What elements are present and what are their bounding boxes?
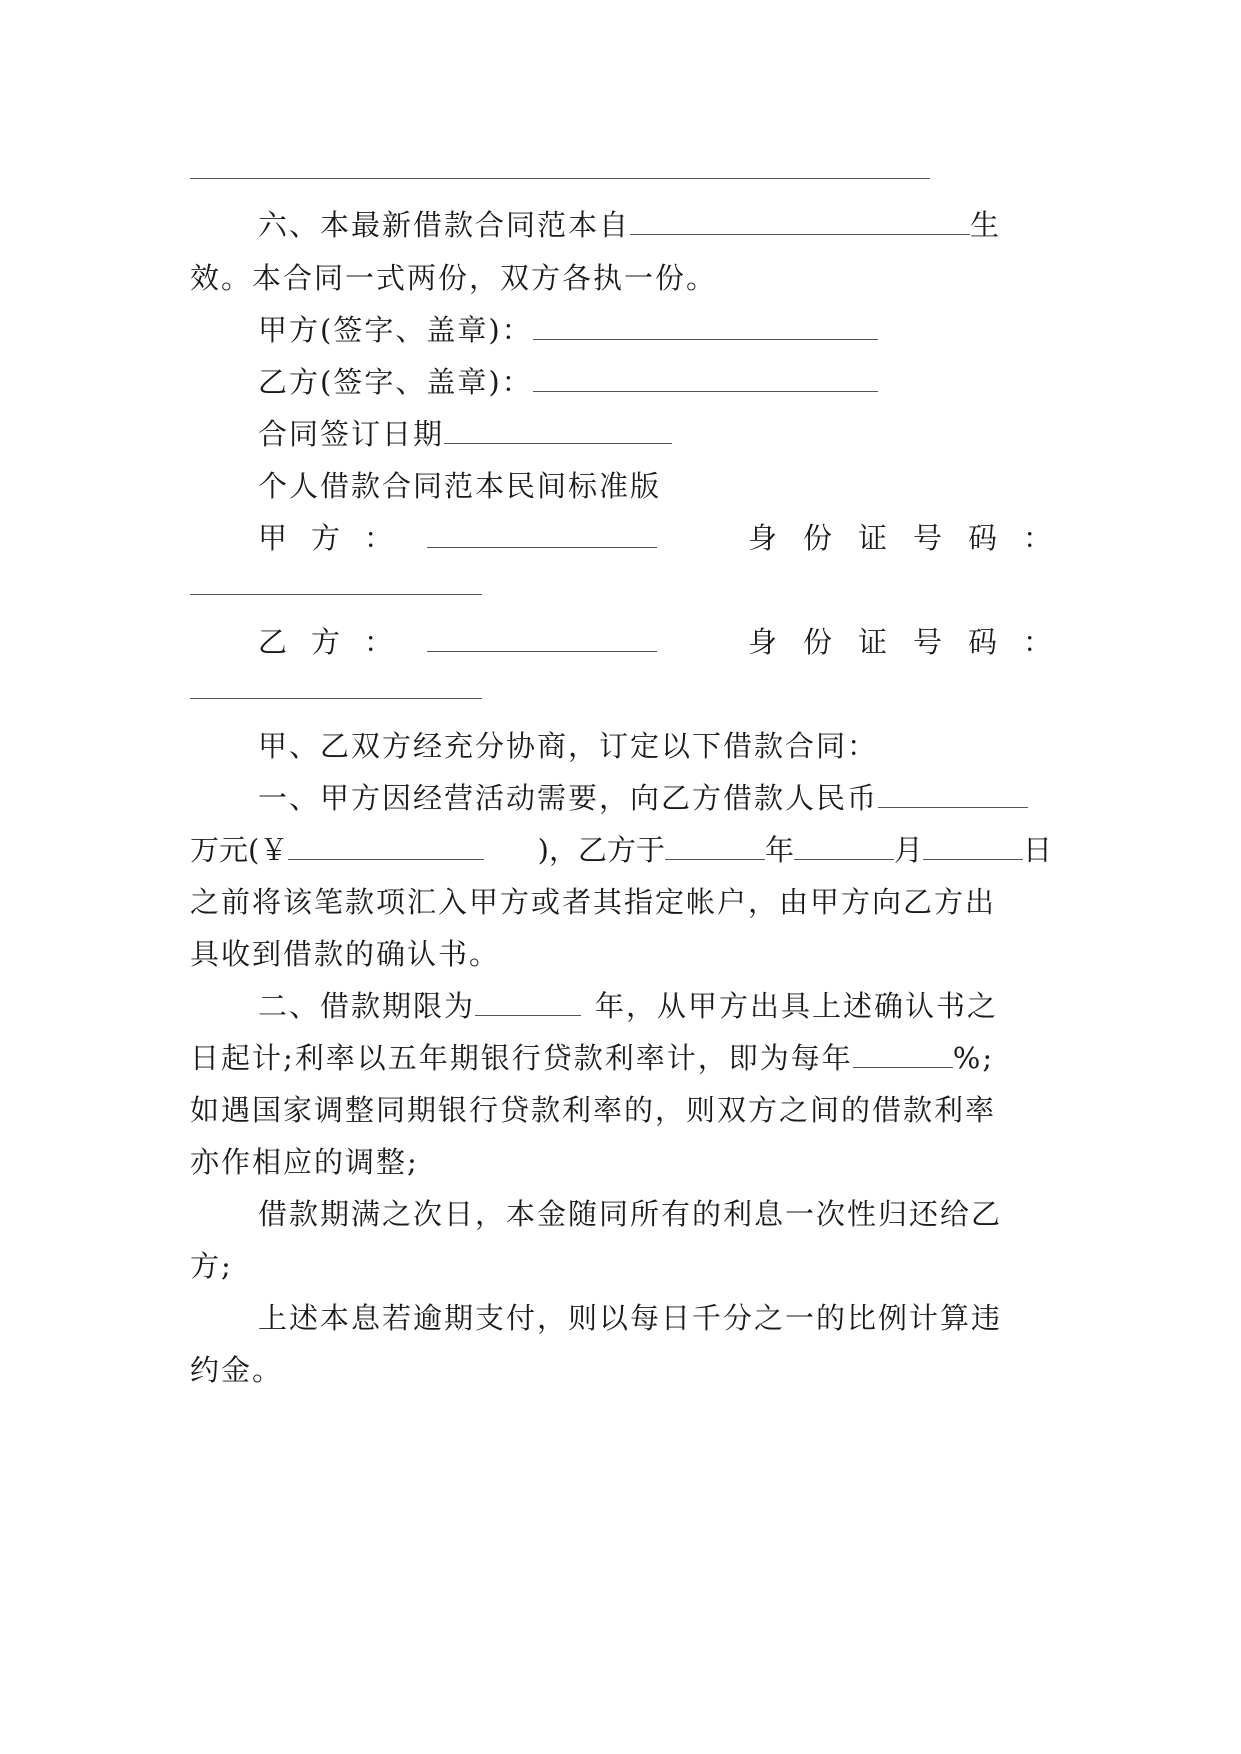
party-a-id-line: 甲方： 身份证号码： xyxy=(258,518,1052,558)
loan-amount-blank xyxy=(878,781,1028,808)
year-blank xyxy=(665,833,765,860)
party-b-signature-line: 乙方(签字、盖章)： xyxy=(258,362,1052,402)
clause-two-line-3: 如遇国家调整同期银行贷款利率的，则双方之间的借款利率 xyxy=(190,1093,997,1127)
party-a-id-blank xyxy=(190,594,482,595)
month-blank xyxy=(794,833,894,860)
signing-date-line: 合同签订日期 xyxy=(258,414,1052,454)
signing-date-blank xyxy=(444,417,672,444)
clause-one-line-3: 之前将该笔款项汇入甲方或者其指定帐户，由甲方向乙方出 xyxy=(190,885,997,919)
clause-one-line-2 xyxy=(190,830,1052,870)
clause-six-line-2: 效。本合同一式两份，双方各执一份。 xyxy=(190,261,718,295)
party-a-signature-line: 甲方(签字、盖章)： xyxy=(258,310,1052,350)
repayment-line-2: 方; xyxy=(190,1249,233,1283)
clause-two-line-4: 亦作相应的调整; xyxy=(190,1145,419,1179)
preamble: 甲、乙双方经充分协商，订定以下借款合同： xyxy=(258,729,879,763)
clause-two-line-2: 日起计;利率以五年期银行贷款利率计，即为每年 %; xyxy=(190,1041,995,1075)
party-a-signature-blank xyxy=(533,313,878,340)
party-b-id-line: 乙方： 身份证号码： xyxy=(258,622,1052,662)
effective-date-blank xyxy=(630,208,970,235)
clause-two-line-1: 二、借款期限为 年，从甲方出具上述确认书之 xyxy=(258,989,999,1023)
interest-rate-blank xyxy=(853,1041,953,1068)
penalty-line-1: 上述本息若逾期支付，则以每日千分之一的比例计算违 xyxy=(258,1301,1003,1335)
document-title: 个人借款合同范本民间标准版 xyxy=(258,469,662,503)
day-blank xyxy=(923,833,1023,860)
party-b-name-blank xyxy=(427,625,657,652)
clause-one-line-1: 一、甲方因经营活动需要，向乙方借款人民币 xyxy=(258,778,1052,818)
party-b-id-blank xyxy=(190,698,482,699)
blank-line xyxy=(190,178,930,179)
yuan-amount-blank xyxy=(288,833,484,860)
penalty-line-2: 约金。 xyxy=(190,1353,284,1387)
party-b-label: 乙方： xyxy=(258,622,657,662)
party-a-label: 甲方： xyxy=(258,518,657,558)
loan-term-blank xyxy=(475,989,581,1016)
party-a-name-blank xyxy=(427,521,657,548)
party-b-signature-blank xyxy=(533,365,878,392)
amount-group: 万元(￥ xyxy=(190,830,484,870)
date-group: )，乙方于 年 月 日 xyxy=(537,833,1052,867)
clause-one-line-4: 具收到借款的确认书。 xyxy=(190,937,501,971)
repayment-line-1: 借款期满之次日，本金随同所有的利息一次性归还给乙 xyxy=(258,1197,1003,1231)
clause-six-line-1: 六、本最新借款合同范本自 生 xyxy=(258,208,1002,242)
